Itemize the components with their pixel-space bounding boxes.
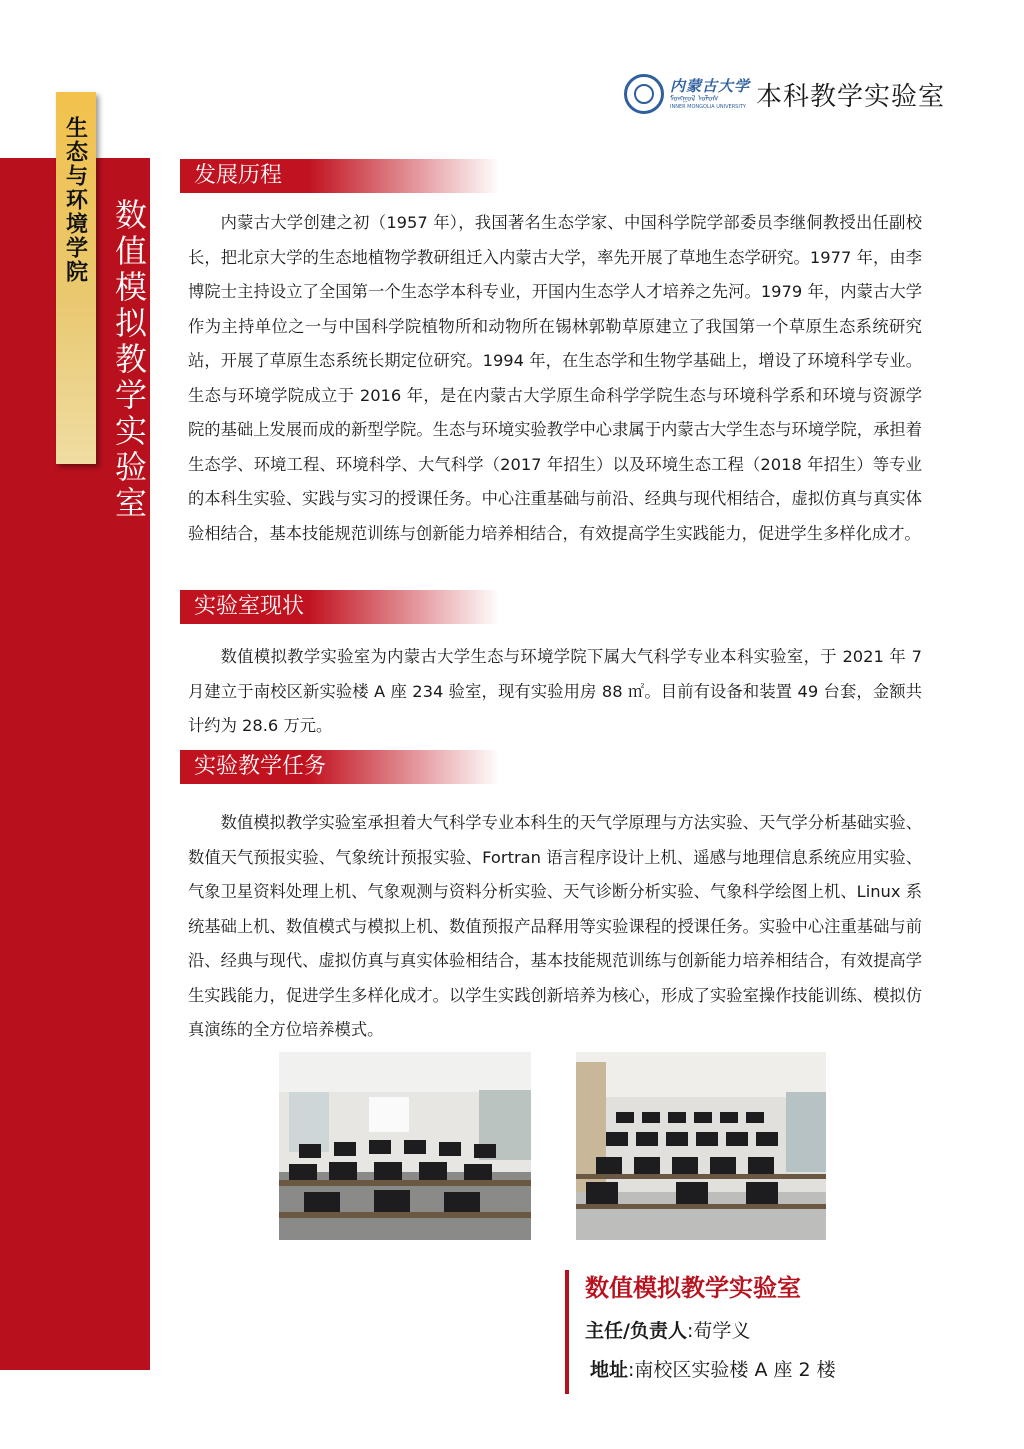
logo-chinese: 内蒙古大学 [670,76,751,95]
director-name: :荀学义 [686,1320,751,1342]
info-address [590,1355,836,1382]
info-accent-bar [565,1270,569,1394]
section-title-tasks: 实验教学任务 [180,750,500,784]
address-label: 地址 [590,1359,629,1381]
header-title: 本科教学实验室 [756,81,946,112]
university-seal-icon [624,74,664,114]
section-body-status: 数值模拟教学实验室为内蒙古大学生态与环境学院下属大气科学专业本科实验室，于 2021 年 7 月建立于南校区新实验楼 A 座 234 验室，现有实验用房 88 ㎡。目前有设备和装置 49 台套，金额共计约为 28.6 万元。 [188,647,922,735]
lab-photo-2 [576,1052,826,1240]
info-director [585,1316,750,1343]
lab-name-vertical: 数值模拟教学实验室 [110,198,148,522]
section-body-tasks: 数值模拟教学实验室承担着大气科学专业本科生的天气学原理与方法实验、天气学分析基础实验、数值天气预报实验、气象统计预报实验、Fortran 语言程序设计上机、遥感与地理信息系统应用实验、气象卫星资料处理上机、气象观测与资料分析实验、天气诊断分析实验、气象科学绘图上机、Linux 系统基础上机、数值模式与模拟上机、数值预报产品释用等实验课程的授课任务。实验中心注重基础与前沿、经典与现代、虚拟仿真与真实体验相结合，基本技能规范训练与创新能力培养相结合，有效提高学生实践能力，促进学生多样化成才。以学生实践创新培养为核心，形成了实验室操作技能训练、模拟仿真演练的全方位培养模式。 [188,813,922,1039]
university-logo [670,78,750,111]
header-logo [624,66,945,122]
logo-english: INNER MONGOLIA UNIVERSITY [670,103,746,110]
address-value: :南校区实验楼 A 座 2 楼 [628,1359,836,1381]
college-name: 生态与环境学院 [62,116,89,284]
college-banner [56,92,96,464]
lab-photo-1 [279,1052,531,1240]
info-lab-name: 数值模拟教学实验室 [585,1274,801,1302]
logo-mongolian: ᠮᠣᠩᠭᠣᠯ ᠤᠯᠤᠰ [670,93,719,103]
director-label: 主任/负责人 [585,1320,687,1342]
section-body-history: 内蒙古大学创建之初（1957 年），我国著名生态学家、中国科学院学部委员李继侗教授出任副校长，把北京大学的生态地植物学教研组迁入内蒙古大学，率先开展了草地生态学研究。1977 年，由李博院士主持设立了全国第一个生态学本科专业，开国内生态学人才培养之先河。1979 年，内蒙古大学作为主持单位之一与中国科学院植物所和动物所在锡林郭勒草原建立了我国第一个草原生态系统研究站，开展了草原生态系统长期定位研究。1994 年，在生态学和生物学基础上，增设了环境科学专业。生态与环境学院成立于 2016 年，是在内蒙古大学原生命科学学院生态与环境科学系和环境与资源学院的基础上发展而成的新型学院。生态与环境实验教学中心隶属于内蒙古大学生态与环境学院，承担着生态学、环境工程、环境科学、大气科学（2017 年招生）以及环境生态工程（2018 年招生）等专业的本科生实验、实践与实习的授课任务。中心注重基础与前沿、经典与现代相结合，虚拟仿真与真实体验相结合，基本技能规范训练与创新能力培养相结合，有效提高学生实践能力，促进学生多样化成才。 [188,213,922,543]
section-title-status: 实验室现状 [180,590,500,624]
section-title-history: 发展历程 [180,159,500,193]
